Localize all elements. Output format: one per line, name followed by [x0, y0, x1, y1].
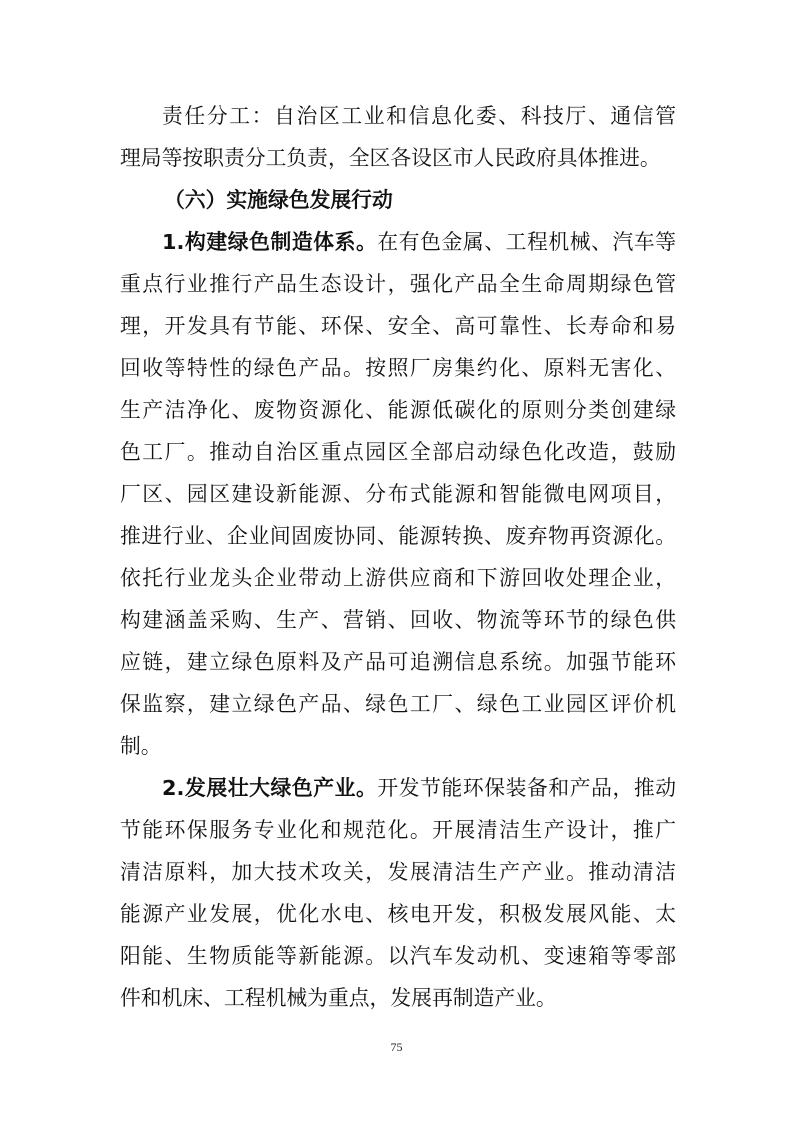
paragraph-line: 能源产业发展，优化水电、核电开发，积极发展风能、太 [120, 902, 676, 926]
paragraph-line: 制。 [120, 734, 162, 758]
paragraph-line: 清洁原料，加大技术攻关，发展清洁生产产业。推动清洁 [120, 860, 676, 884]
paragraph-line: 应链，建立绿色原料及产品可追溯信息系统。加强节能环 [120, 650, 676, 674]
paragraph-line: 重点行业推行产品生态设计，强化产品全生命周期绿色管 [120, 272, 676, 296]
paragraph-line: 构建涵盖采购、生产、营销、回收、物流等环节的绿色供 [120, 608, 676, 632]
paragraph-line: 生产洁净化、废物资源化、能源低碳化的原则分类创建绿 [120, 398, 676, 422]
paragraph-line: 依托行业龙头企业带动上游供应商和下游回收处理企业， [120, 566, 676, 590]
paragraph-line: 厂区、园区建设新能源、分布式能源和智能微电网项目， [120, 482, 676, 506]
paragraph-line: 理局等按职责分工负责，全区各设区市人民政府具体推进。 [120, 146, 661, 170]
paragraph-line: 保监察，建立绿色产品、绿色工厂、绿色工业园区评价机 [120, 692, 676, 716]
paragraph-lead: 1.构建绿色制造体系。 [162, 230, 378, 254]
paragraph-line: 理，开发具有节能、环保、安全、高可靠性、长寿命和易 [120, 314, 676, 338]
paragraph-line: 色工厂。推动自治区重点园区全部启动绿色化改造，鼓励 [120, 440, 676, 464]
paragraph-line: 阳能、生物质能等新能源。以汽车发动机、变速箱等零部 [120, 944, 676, 968]
paragraph-line: 责任分工：自治区工业和信息化委、科技厅、通信管 [162, 104, 676, 128]
paragraph-line: 回收等特性的绿色产品。按照厂房集约化、原料无害化、 [120, 356, 676, 380]
paragraph-text: 开发节能环保装备和产品，推动 [377, 776, 676, 800]
paragraph-line [162, 222, 676, 262]
paragraph-line: 件和机床、工程机械为重点，发展再制造产业。 [120, 986, 557, 1010]
paragraph-line: 推进行业、企业间固废协同、能源转换、废弃物再资源化。 [120, 524, 676, 548]
page-number: 75 [390, 1040, 403, 1054]
section-heading: （六）实施绿色发展行动 [164, 188, 393, 212]
paragraph-line [162, 768, 676, 808]
paragraph-lead: 2.发展壮大绿色产业。 [162, 776, 378, 800]
paragraph-line: 节能环保服务专业化和规范化。开展清洁生产设计，推广 [120, 818, 676, 842]
paragraph-text: 在有色金属、工程机械、汽车等 [377, 230, 676, 254]
